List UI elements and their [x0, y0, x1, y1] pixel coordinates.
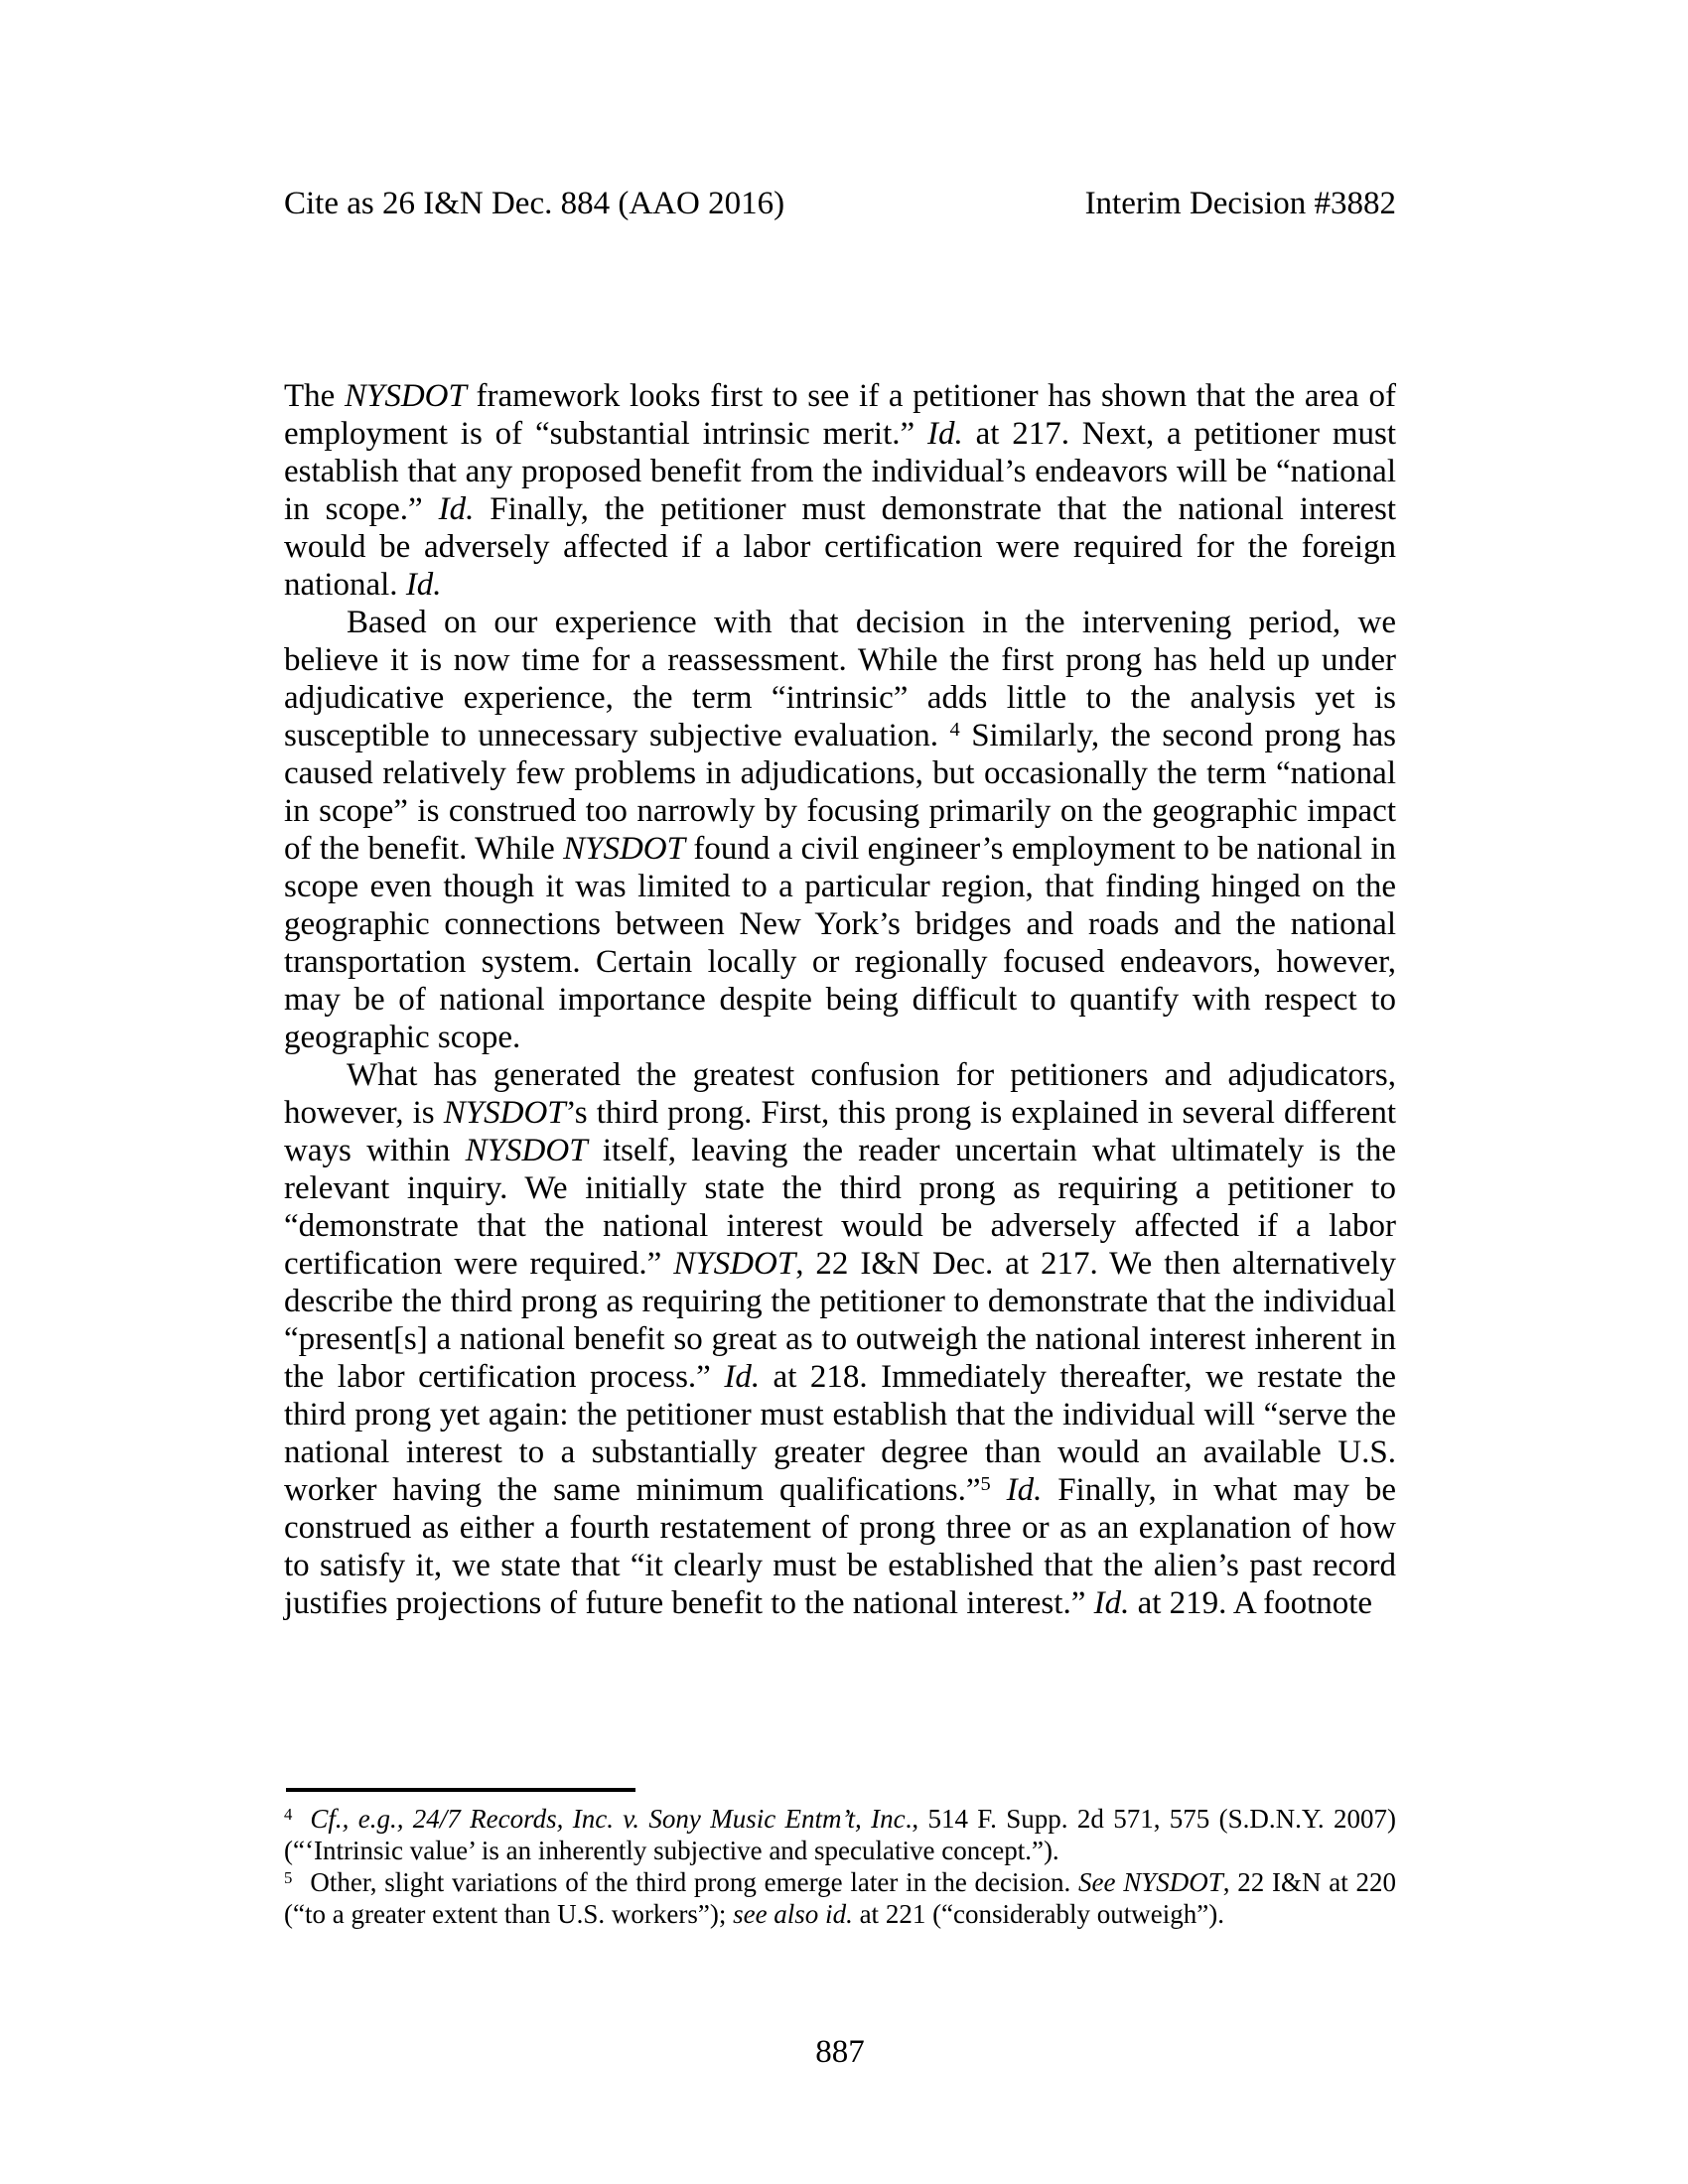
footnote-4-text: Cf., e.g., 24/7 Records, Inc. v. Sony Music Entm’t, Inc., 514 F. Supp. 2d 571, 575 (S.D.N.Y. 2007) (“‘Intrinsic value’ is an inherently subjective and speculative concept.”). [284, 1804, 1397, 1865]
footnote-5-marker: 5 [284, 1867, 293, 1887]
footnotes-section [284, 1803, 1396, 1930]
paragraph-3: What has generated the greatest confusion for petitioners and adjudicators, however, is NYSDOT’s third prong. First, this prong is explained in several different ways within NYSDOT itself, leaving the reader uncertain what ultimately is the relevant inquiry. We initially state the third prong as requiring a petitioner to “demonstrate that the national interest would be adversely affected if a labor certification were required.” NYSDOT, 22 I&N Dec. at 217. We then alternatively describe the third prong as requiring the petitioner to demonstrate that the individual “present[s] a national benefit so great as to outweigh the national interest inherent in the labor certification process.” Id. at 218. Immediately thereafter, we restate the third prong yet again: the petitioner must establish that the individual will “serve the national interest to a substantially greater degree than would an available U.S. worker having the same minimum qualifications.”$^5$ Id. Finally, in what may be construed as either a fourth restatement of prong three or as an explanation of how to satisfy it, we state that “it clearly must be established that the alien’s past record justifies projections of future benefit to the national interest.” Id. at 219. A footnote [284, 1057, 1397, 1621]
footnote-5 [284, 1866, 1396, 1930]
footnote-4 [284, 1803, 1396, 1866]
footnote-5-text: Other, slight variations of the third prong emerge later in the decision. See NYSDOT, 22 I&N at 220 (“to a greater extent than U.S. workers”); see also id. at 221 (“considerably outweigh”). [284, 1867, 1396, 1929]
paragraph-2: Based on our experience with that decision in the intervening period, we believe it is now time for a reassessment. While the first prong has held up under adjudicative experience, the term “intrinsic” adds little to the analysis yet is susceptible to unnecessary subjective evaluation. $^4$ Similarly, the second prong has caused relatively few problems in adjudications, but occasionally the term “national in scope” is construed too narrowly by focusing primarily on the geographic impact of the benefit. While NYSDOT found a civil engineer’s employment to be national in scope even though it was limited to a particular region, that finding hinged on the geographic connections between New York’s bridges and roads and the national transportation system. Certain locally or regionally focused endeavors, however, may be of national importance despite being difficult to quantify with respect to geographic scope. [284, 605, 1397, 1055]
paragraph-1: The NYSDOT framework looks first to see if a petitioner has shown that the area of employment is of “substantial intrinsic merit.” Id. at 217. Next, a petitioner must establish that any proposed benefit from the individual’s endeavors will be “national in scope.” Id. Finally, the petitioner must demonstrate that the national interest would be adversely affected if a labor certification were required for the foreign national. Id. [284, 378, 1396, 603]
footnote-4-marker: 4 [284, 1804, 293, 1824]
body-text [284, 377, 1396, 1622]
page-header [284, 185, 1396, 222]
footnote-separator [286, 1788, 635, 1792]
page-number: 887 [815, 2034, 865, 2070]
header-citation: Cite as 26 I&N Dec. 884 (AAO 2016) [284, 186, 785, 221]
header-decision-number: Interim Decision #3882 [1084, 186, 1396, 221]
